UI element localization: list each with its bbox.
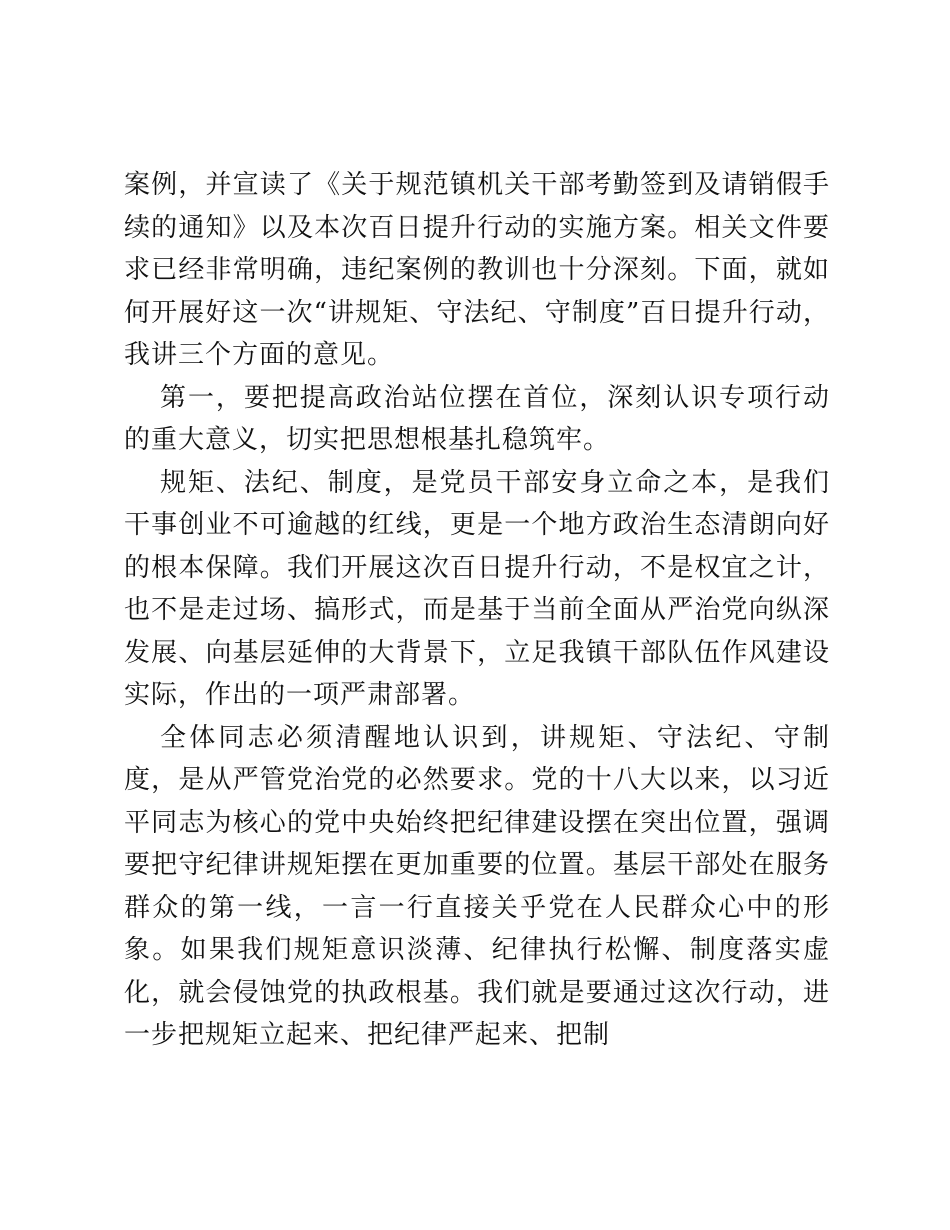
paragraph-section-heading-1: 第一，要把提高政治站位摆在首位，深刻认识专项行动的重大意义，切实把思想根基扎稳筑牢。	[124, 382, 830, 455]
paragraph-continuation: 案例，并宣读了《关于规范镇机关干部考勤签到及请销假手续的通知》以及本次百日提升行动的实施方案。相关文件要求已经非常明确，违纪案例的教训也十分深刻。下面，就如何开展好这一次“讲规矩、守法纪、守制度”百日提升行动，我讲三个方面的意见。	[124, 170, 830, 370]
paragraph-body-2: 全体同志必须清醒地认识到，讲规矩、守法纪、守制度，是从严管党治党的必然要求。党的十八大以来，以习近平同志为核心的党中央始终把纪律建设摆在突出位置，强调要把守纪律讲规矩摆在更加重要的位置。基层干部处在服务群众的第一线，一言一行直接关乎党在人民群众心中的形象。如果我们规矩意识淡薄、纪律执行松懈、制度落实虚化，就会侵蚀党的执政根基。我们就是要通过这次行动，进一步把规矩立起来、把纪律严起来、把制	[124, 722, 830, 1050]
paragraph-body-1: 规矩、法纪、制度，是党员干部安身立命之本，是我们干事创业不可逾越的红线，更是一个地方政治生态清朗向好的根本保障。我们开展这次百日提升行动，不是权宜之计，也不是走过场、搞形式，而是基于当前全面从严治党向纵深发展、向基层延伸的大背景下，立足我镇干部队伍作风建设实际，作出的一项严肃部署。	[124, 467, 830, 710]
document-body	[124, 164, 830, 1057]
